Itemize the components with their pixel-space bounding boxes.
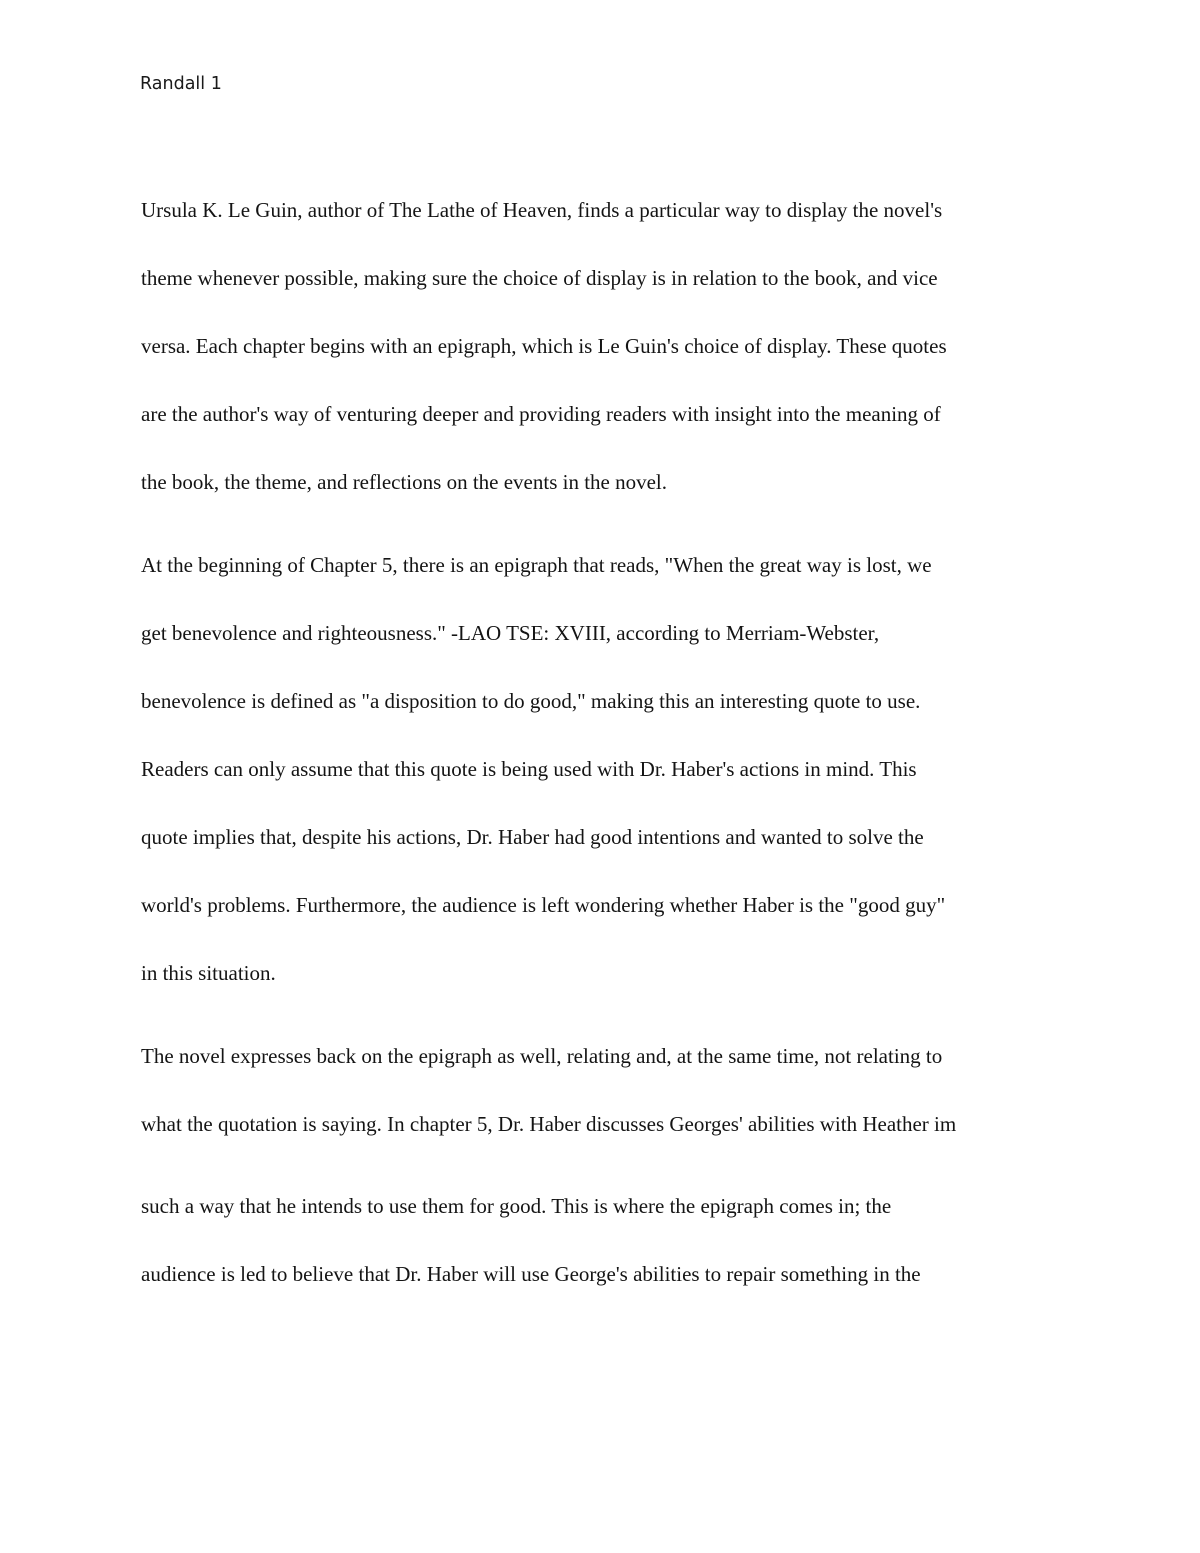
paragraph-2-line-5: quote implies that, despite his actions, Dr. Haber had good intentions and wanted to solve the	[141, 825, 924, 849]
paragraph-2-line-1: At the beginning of Chapter 5, there is an epigraph that reads, "When the great way is lost, we	[141, 553, 932, 577]
paragraph-1-line-4: are the author's way of venturing deeper and providing readers with insight into the meaning of	[141, 402, 941, 426]
paragraph-2-line-4: Readers can only assume that this quote is being used with Dr. Haber's actions in mind. This	[141, 757, 917, 781]
paragraph-2-line-7: in this situation.	[141, 961, 276, 985]
paragraph-3-line-1: The novel expresses back on the epigraph as well, relating and, at the same time, not relating to	[141, 1044, 943, 1068]
paragraph-1-line-1: Ursula K. Le Guin, author of The Lathe of Heaven, finds a particular way to display the novel's	[141, 198, 943, 222]
paragraph-1-line-2: theme whenever possible, making sure the choice of display is in relation to the book, and vice	[141, 266, 938, 290]
paragraph-2-line-6: world's problems. Furthermore, the audience is left wondering whether Haber is the "good guy"	[141, 893, 946, 917]
paragraph-3-line-3: such a way that he intends to use them for good. This is where the epigraph comes in; the	[141, 1194, 892, 1218]
paragraph-1-line-3: versa. Each chapter begins with an epigraph, which is Le Guin's choice of display. These quotes	[141, 334, 947, 358]
paragraph-3-line-2: what the quotation is saying. In chapter 5, Dr. Haber discusses Georges' abilities with Heather im	[141, 1112, 957, 1136]
paragraph-2-line-3: benevolence is defined as "a disposition to do good," making this an interesting quote to use.	[141, 689, 921, 713]
paragraph-3-line-4: audience is led to believe that Dr. Haber will use George's abilities to repair something in the	[141, 1262, 921, 1286]
paragraph-2-line-2: get benevolence and righteousness." -LAO TSE: XVIII, according to Merriam-Webster,	[141, 621, 880, 645]
page-header: Randall 1	[140, 74, 222, 94]
paragraph-1-line-5: the book, the theme, and reflections on the events in the novel.	[141, 470, 668, 494]
